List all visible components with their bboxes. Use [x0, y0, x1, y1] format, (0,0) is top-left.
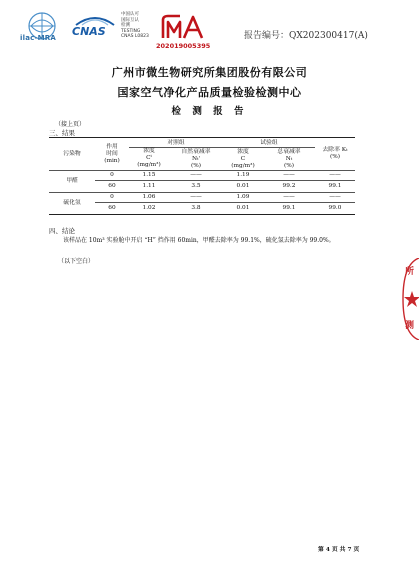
cell-natural-decay: —— — [169, 193, 223, 203]
cell-time: 60 — [95, 203, 129, 215]
cell-test-conc: 0.01 — [223, 203, 263, 215]
header-natural-decay: 自然衰减率 Nₜ' (%) — [169, 148, 223, 171]
seal-char-bottom: 测 — [405, 321, 415, 331]
header-control-concentration: 浓度 Cᵗ (mg/m³) — [129, 148, 169, 171]
header-control-group: 对照组 — [129, 138, 223, 148]
results-table — [49, 137, 355, 215]
cell-test-conc: 1.19 — [223, 171, 263, 181]
page-number: 第 4 页 共 7 页 — [318, 547, 360, 553]
report-title: 检 测 报 告 — [171, 106, 248, 117]
cell-pollutant: 硫化氢 — [49, 193, 95, 215]
cell-test-conc: 0.01 — [223, 181, 263, 193]
cma-certificate-number: 202019005395 — [156, 42, 211, 50]
table-row — [49, 181, 355, 193]
table-header-row — [49, 138, 355, 148]
cell-natural-decay: 3.8 — [169, 203, 223, 215]
header-total-decay: 总衰减率 Nₜ (%) — [263, 148, 315, 171]
table-row — [49, 171, 355, 181]
cell-control-conc: 1.02 — [129, 203, 169, 215]
cell-test-conc: 1.09 — [223, 193, 263, 203]
cell-total-decay: —— — [263, 193, 315, 203]
cell-removal-rate: 99.1 — [315, 181, 355, 193]
table-row — [49, 193, 355, 203]
seal-char-top: 所 — [405, 267, 415, 277]
company-title: 广州市微生物研究所集团股份有限公司 — [111, 66, 308, 79]
cell-removal-rate: —— — [315, 193, 355, 203]
header-test-group: 试验组 — [223, 138, 315, 148]
cma-logo — [160, 14, 206, 40]
cell-time: 0 — [95, 171, 129, 181]
cell-control-conc: 1.15 — [129, 171, 169, 181]
ilac-mra-logo — [18, 10, 66, 48]
cell-pollutant: 甲醛 — [49, 171, 95, 193]
conclusion-text: 该样品在 10m³ 实验舱中开启 “H” 挡作用 60min，甲醛去除率为 99.1%，硫化氢去除率为 99.0%。 — [63, 237, 335, 244]
section-results-title: 三、结果 — [49, 129, 75, 137]
section-conclusion-title: 四、结论 — [49, 227, 75, 235]
center-title: 国家空气净化产品质量检验检测中心 — [117, 86, 302, 99]
blank-below-note: （以下空白） — [58, 258, 95, 265]
cnas-accreditation-text: 中国认可 国际互认 检测 TESTING CNAS L0823 — [121, 12, 149, 40]
cell-removal-rate: 99.0 — [315, 203, 355, 215]
cell-control-conc: 1.11 — [129, 181, 169, 193]
header-pollutant: 污染物 — [49, 138, 95, 171]
cnas-label: CNAS — [72, 25, 106, 38]
cell-total-decay: 99.2 — [263, 181, 315, 193]
cell-control-conc: 1.06 — [129, 193, 169, 203]
cell-removal-rate: —— — [315, 171, 355, 181]
report-number: 报告编号：QX202300417(A) — [244, 31, 368, 41]
table-row — [49, 203, 355, 215]
ilac-label: ilac-MRA — [20, 34, 56, 42]
cell-time: 60 — [95, 181, 129, 193]
header-time: 作用 时间 (min) — [95, 138, 129, 171]
cell-time: 0 — [95, 193, 129, 203]
continued-note: （接上页） — [55, 121, 86, 128]
cell-total-decay: 99.1 — [263, 203, 315, 215]
header-removal-rate: 去除率 Kₜ (%) — [315, 138, 355, 171]
cell-natural-decay: —— — [169, 171, 223, 181]
header-test-concentration: 浓度 C (mg/m³) — [223, 148, 263, 171]
cell-total-decay: —— — [263, 171, 315, 181]
cell-natural-decay: 3.5 — [169, 181, 223, 193]
